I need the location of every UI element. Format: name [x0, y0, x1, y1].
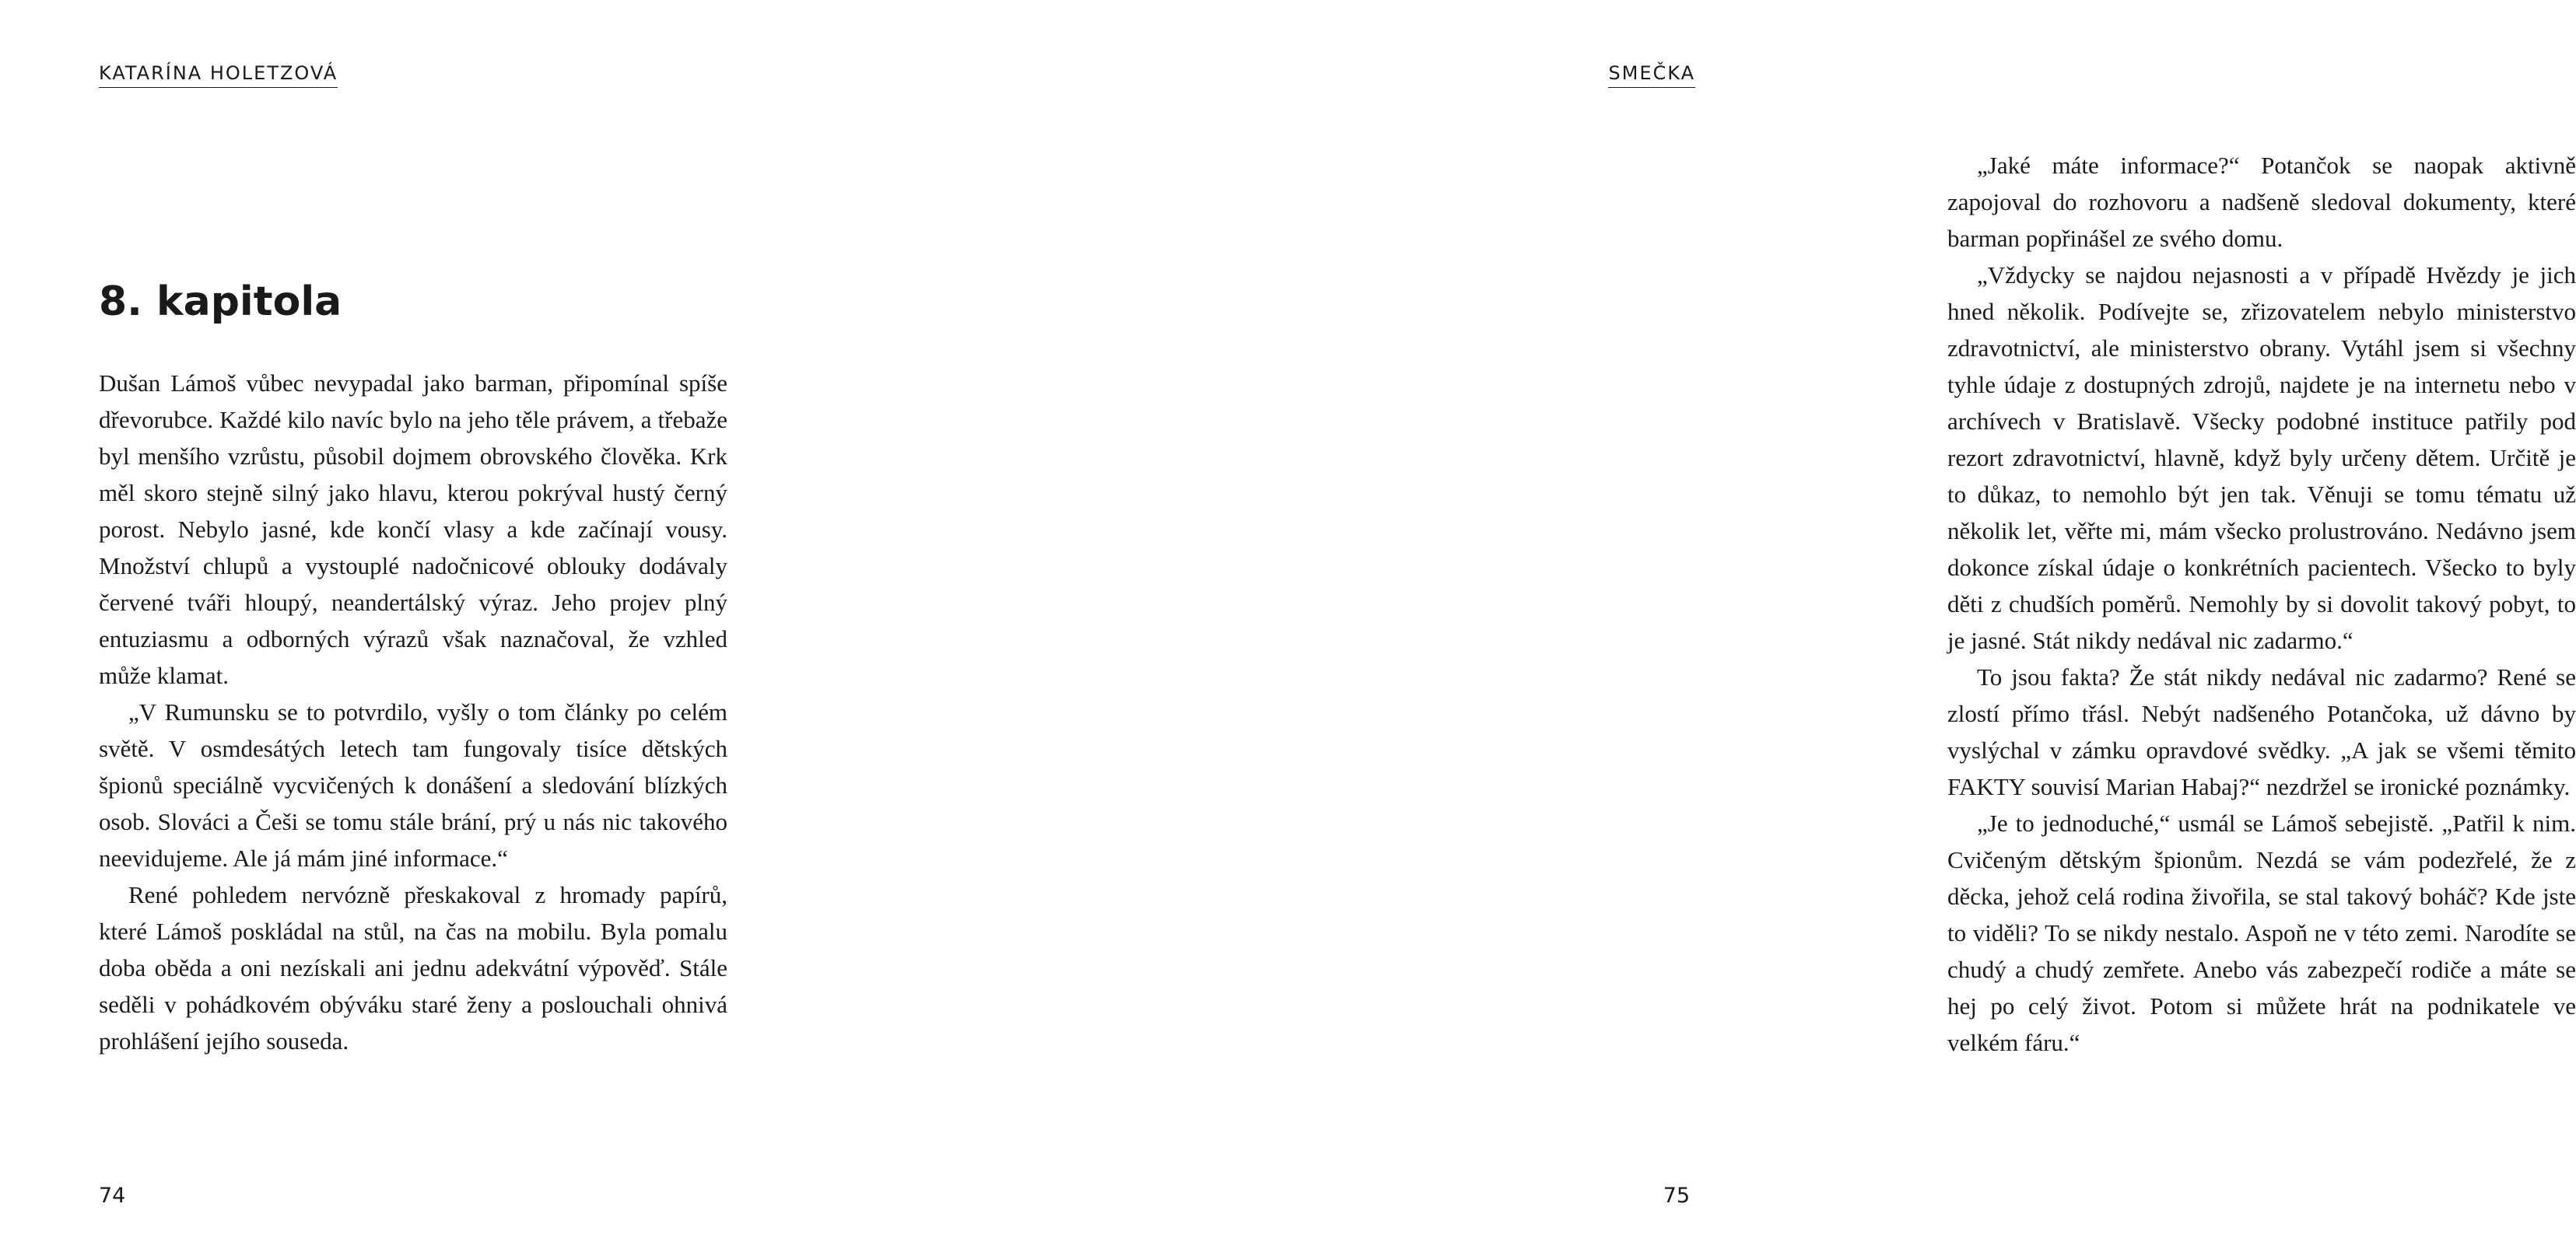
running-head-title: SMEČKA: [1608, 64, 1695, 88]
paragraph: To jsou fakta? Že stát nikdy nedával nic zadarmo? René se zlostí přímo třásl. Nebýt nadšeného Potančoka, už dávno by vyslýchal v zámku opravdové svědky. „A jak se všemi těmito FAKTY souvisí Marian Habaj?“ nezdržel se ironické poznámky.: [1947, 663, 2576, 800]
running-head-author: KATARÍNA HOLETZOVÁ: [99, 64, 338, 88]
paragraph: René pohledem nervózně přeskakoval z hromady papírů, které Lámoš poskládal na stůl, na čas na mobilu. Byla pomalu doba oběda a oni nezískali ani jednu adekvátní výpověď. Stále seděli v pohádkovém obýváku staré ženy a poslouchali ohnivá prohlášení jejího souseda.: [99, 881, 727, 1055]
paragraph: „Jaké máte informace?“ Potančok se naopak aktivně zapojoval do rozhovoru a nadšeně sledoval dokumenty, které barman popřinášel ze svého domu.: [1947, 152, 2576, 252]
paragraph: „Je to jednoduché,“ usmál se Lámoš sebejistě. „Patřil k nim. Cvičeným dětským špionům. Nezdá se vám podezřelé, že z děcka, jehož celá rodina živořila, se stal takový boháč? Kde jste to viděli? To se nikdy nestalo. Aspoň ne v této zemi. Narodíte se chudý a chudý zemřete. Anebo vás zabezpečí rodiče a máte se hej po celý život. Potom si můžete hrát na podnikatele ve velkém fáru.“: [1947, 810, 2576, 1056]
chapter-title: 8. kapitola: [99, 278, 342, 325]
paragraph: „V Rumunsku se to potvrdilo, vyšly o tom články po celém světě. V osmdesátých letech tam fungovaly tisíce dětských špionů speciálně vycvičených k donášení a sledování blízkých osob. Slováci a Češi se tomu stále brání, prý u nás nic takového neevidujeme. Ale já mám jiné informace.“: [99, 698, 727, 872]
paragraph: Dušan Lámoš vůbec nevypadal jako barman, připomínal spíše dřevorubce. Každé kilo navíc bylo na jeho těle právem, a třebaže byl menšího vzrůstu, působil dojmem obrovského člověka. Krk měl skoro stejně silný jako hlavu, kterou pokrýval hustý černý porost. Nebylo jasné, kde končí vlasy a kde začínají vousy. Množství chlupů a vystouplé nadočnicové oblouky dodávaly červené tváři hloupý, neandertálský výraz. Jeho projev plný entuziasmu a odborných výrazů však naznačoval, že vzhled může klamat.: [99, 369, 727, 689]
paragraph: „Vždycky se najdou nejasnosti a v případě Hvězdy je jich hned několik. Podívejte se, zřizovatelem nebylo ministerstvo zdravotnictví, ale ministerstvo obrany. Vytáhl jsem si všechny tyhle údaje z dostupných zdrojů, najdete je na internetu nebo v archívech v Bratislavě. Všecky podobné instituce patřily pod rezort zdravotnictví, hlavně, když byly určeny dětem. Určitě je to důkaz, to nemohlo být jen tak. Věnuji se tomu tématu už několik let, věřte mi, mám všecko prolustrováno. Nedávno jsem dokonce získal údaje o konkrétních pacientech. Všecko to byly děti z chudších poměrů. Nemohly by si dovolit takový pobyt, to je jasné. Stát nikdy nedával nic zadarmo.“: [1947, 261, 2576, 654]
right-page: [888, 0, 2576, 1256]
left-page: [0, 0, 888, 1256]
right-page-body: [1947, 147, 2576, 1061]
page-number-left: 74: [99, 1184, 126, 1208]
page-number-right: 75: [1663, 1184, 1690, 1208]
left-page-body: [99, 365, 727, 1059]
